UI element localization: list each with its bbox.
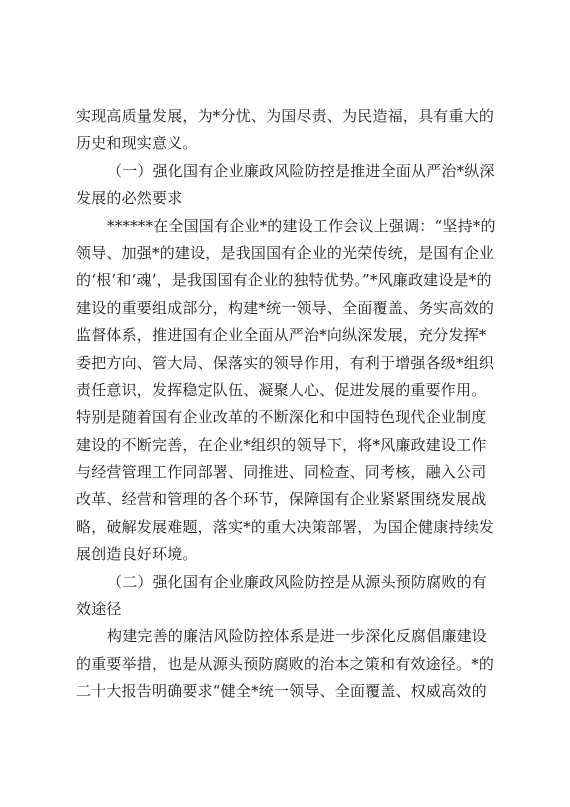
text-line: 构建完善的廉洁风险防控体系是进一步深化反腐倡廉建设: [107, 627, 488, 646]
text-line: 领导、加强*的建设，是我国国有企业的光荣传统，是国有企业: [76, 243, 495, 262]
text-line: 的重要举措，也是从源头预防腐败的治本之策和有效途径。*的: [76, 654, 495, 673]
section-heading-line: （二）强化国有企业廉政风险防控是从源头预防腐败的有: [107, 572, 488, 591]
text-line: 的‘根’和‘魂’，是我国国有企业的独特优势。”*风廉政建设是*的: [76, 271, 492, 290]
text-line: 与经营管理工作同部署、同推进、同检查、同考核，融入公司: [76, 463, 487, 482]
text-line: 特别是随着国有企业改革的不断深化和中国特色现代企业制度: [76, 408, 487, 427]
text-line: 责任意识，发挥稳定队伍、凝聚人心、促进发展的重要作用。: [76, 380, 487, 399]
text-line: 建设的重要组成部分，构建*统一领导、全面覆盖、务实高效的: [76, 298, 495, 317]
text-line: 委把方向、管大局、保落实的领导作用，有利于增强各级*组织: [76, 353, 495, 372]
text-line: 建设的不断完善，在企业*组织的领导下，将*风廉政建设工作: [76, 435, 487, 454]
text-line: 展创造良好环境。: [76, 545, 198, 564]
text-line: 监督体系，推进国有企业全面从严治*向纵深发展，充分发挥*: [76, 326, 487, 345]
document-body: [76, 103, 498, 706]
text-line: 实现高质量发展，为*分忧、为国尽责、为民造福，具有重大的: [76, 107, 495, 125]
text-line: 改革、经营和管理的各个环节，保障国有企业紧紧围绕发展战: [76, 490, 487, 509]
text-line: 二十大报告明确要求“健全*统一领导、全面覆盖、权威高效的: [76, 682, 487, 701]
text-line: 历史和现实意义。: [76, 134, 198, 153]
section-heading-line: 效途径: [76, 600, 122, 619]
section-heading-line: （一）强化国有企业廉政风险防控是推进全面从严治*纵深: [107, 161, 495, 180]
text-line: ******在全国国有企业*的建设工作会议上强调：“坚持*的: [107, 216, 496, 235]
section-heading-line: 发展的必然要求: [76, 189, 183, 208]
text-line: 略，破解发展难题，落实*的重大决策部署，为国企健康持续发: [76, 517, 495, 536]
